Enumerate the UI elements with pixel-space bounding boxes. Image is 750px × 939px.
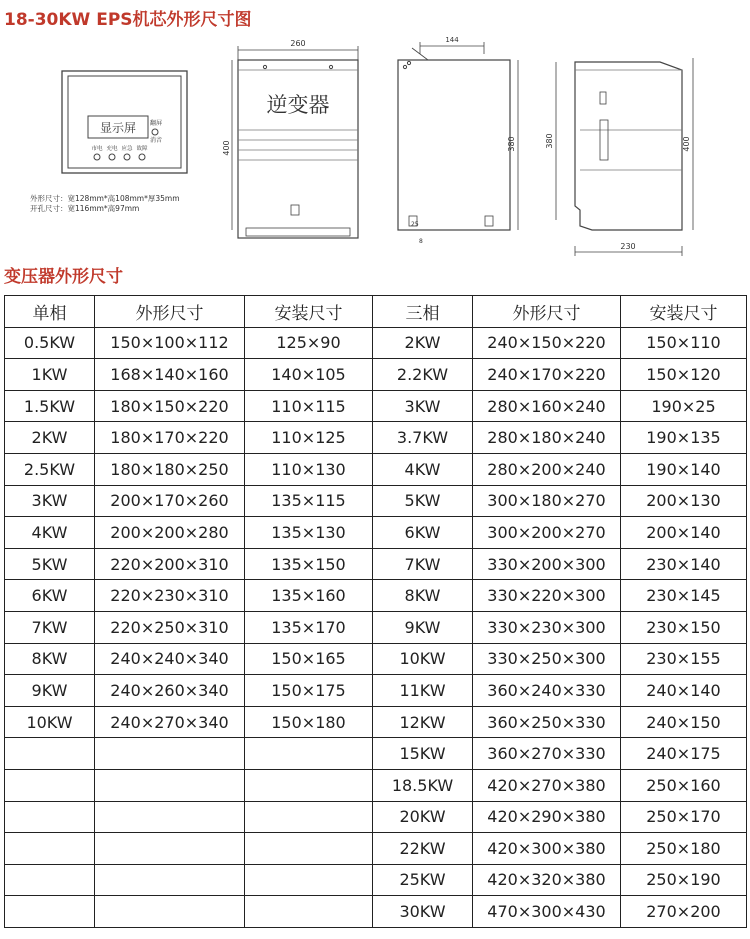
table-cell: 125×90 <box>245 327 373 359</box>
table-cell: 250×180 <box>621 833 747 865</box>
table-cell: 1.5KW <box>5 390 95 422</box>
table-cell: 200×140 <box>621 517 747 549</box>
inverter-label: 逆变器 <box>266 93 330 117</box>
side-width-label: 230 <box>620 242 636 251</box>
table-cell: 140×105 <box>245 359 373 391</box>
table-cell: 240×175 <box>621 738 747 770</box>
table-cell: 135×160 <box>245 580 373 612</box>
table-row <box>5 706 747 738</box>
table-cell <box>5 896 95 928</box>
table-cell: 135×170 <box>245 611 373 643</box>
table-cell: 3.7KW <box>373 422 473 454</box>
table-cell: 470×300×430 <box>473 896 621 928</box>
table-cell: 9KW <box>373 611 473 643</box>
table-cell: 200×170×260 <box>95 485 245 517</box>
table-cell: 230×150 <box>621 611 747 643</box>
table-cell: 168×140×160 <box>95 359 245 391</box>
table-cell: 110×125 <box>245 422 373 454</box>
side-view-drawing <box>545 58 693 256</box>
table-cell: 190×25 <box>621 390 747 422</box>
fault-label: 故障 <box>136 146 148 152</box>
table-cell <box>5 833 95 865</box>
table-cell: 135×150 <box>245 548 373 580</box>
table-cell <box>5 864 95 896</box>
table-cell: 11KW <box>373 675 473 707</box>
table-row <box>5 738 747 770</box>
table-row <box>5 833 747 865</box>
column-header: 外形尺寸 <box>473 296 621 328</box>
emergency-label: 应急 <box>121 146 133 152</box>
table-cell <box>5 769 95 801</box>
table-row <box>5 517 747 549</box>
table-cell: 9KW <box>5 675 95 707</box>
table-cell: 200×200×280 <box>95 517 245 549</box>
mute-label: 消音 <box>150 137 163 144</box>
table-cell: 360×270×330 <box>473 738 621 770</box>
front-height-label: 400 <box>222 140 231 156</box>
table-cell: 300×200×270 <box>473 517 621 549</box>
table-header-row <box>5 296 747 328</box>
table-cell <box>245 769 373 801</box>
table-cell: 18.5KW <box>373 769 473 801</box>
technical-drawings <box>0 30 750 262</box>
table-cell: 230×155 <box>621 643 747 675</box>
page-title: 18-30KW EPS机芯外形尺寸图 <box>4 10 252 30</box>
table-cell: 240×260×340 <box>95 675 245 707</box>
table-cell: 360×240×330 <box>473 675 621 707</box>
table-cell: 280×200×240 <box>473 453 621 485</box>
table-cell: 110×115 <box>245 390 373 422</box>
table-cell: 3KW <box>373 390 473 422</box>
table-row <box>5 327 747 359</box>
table-cell <box>245 896 373 928</box>
table-cell: 280×160×240 <box>473 390 621 422</box>
table-cell <box>95 864 245 896</box>
emergency-led-icon <box>124 154 130 160</box>
table-cell: 6KW <box>373 517 473 549</box>
table-cell: 4KW <box>5 517 95 549</box>
table-cell: 420×320×380 <box>473 864 621 896</box>
table-cell <box>245 801 373 833</box>
table-row <box>5 643 747 675</box>
panel-cutout-dimensions: 开孔尺寸：宽116mm*高97mm <box>30 204 140 213</box>
table-cell: 5KW <box>5 548 95 580</box>
table-cell: 420×300×380 <box>473 833 621 865</box>
mains-led-icon <box>94 154 100 160</box>
table-cell: 22KW <box>373 833 473 865</box>
table-cell: 110×130 <box>245 453 373 485</box>
table-cell <box>95 833 245 865</box>
table-cell: 330×220×300 <box>473 580 621 612</box>
table-cell <box>95 738 245 770</box>
table-cell: 150×175 <box>245 675 373 707</box>
table-cell: 6KW <box>5 580 95 612</box>
section-title: 变压器外形尺寸 <box>4 267 123 287</box>
table-row <box>5 548 747 580</box>
table-cell: 20KW <box>373 801 473 833</box>
table-cell <box>245 738 373 770</box>
table-cell: 180×170×220 <box>95 422 245 454</box>
table-cell: 330×250×300 <box>473 643 621 675</box>
charge-led-icon <box>109 154 115 160</box>
table-cell: 240×140 <box>621 675 747 707</box>
back-width-label: 144 <box>445 36 459 44</box>
back-small-dim-b: 8 <box>419 238 423 245</box>
side-inner-height-label: 380 <box>545 133 554 149</box>
page-flip-label: 翻屏 <box>150 120 163 127</box>
table-cell: 300×180×270 <box>473 485 621 517</box>
table-cell: 240×150×220 <box>473 327 621 359</box>
column-header: 安装尺寸 <box>245 296 373 328</box>
table-cell: 330×230×300 <box>473 611 621 643</box>
table-row <box>5 801 747 833</box>
table-row <box>5 864 747 896</box>
table-cell: 5KW <box>373 485 473 517</box>
table-cell: 420×270×380 <box>473 769 621 801</box>
table-cell: 7KW <box>5 611 95 643</box>
table-cell: 8KW <box>5 643 95 675</box>
column-header: 三相 <box>373 296 473 328</box>
table-row <box>5 390 747 422</box>
charge-label: 充电 <box>106 146 118 152</box>
table-cell: 150×165 <box>245 643 373 675</box>
table-cell: 150×100×112 <box>95 327 245 359</box>
side-height-label: 400 <box>682 136 691 152</box>
table-cell: 240×170×220 <box>473 359 621 391</box>
mains-label: 市电 <box>91 146 103 152</box>
table-cell: 1KW <box>5 359 95 391</box>
table-cell <box>5 738 95 770</box>
table-cell: 10KW <box>5 706 95 738</box>
table-cell: 30KW <box>373 896 473 928</box>
table-cell: 240×240×340 <box>95 643 245 675</box>
table-cell: 8KW <box>373 580 473 612</box>
column-header: 安装尺寸 <box>621 296 747 328</box>
fault-led-icon <box>139 154 145 160</box>
terminal-block <box>246 228 350 236</box>
table-cell: 2.5KW <box>5 453 95 485</box>
back-height-label: 380 <box>507 136 516 152</box>
table-row <box>5 453 747 485</box>
mute-button-icon <box>152 129 158 135</box>
table-row <box>5 896 747 928</box>
table-cell <box>95 769 245 801</box>
table-cell: 240×270×340 <box>95 706 245 738</box>
table-cell: 180×180×250 <box>95 453 245 485</box>
table-row <box>5 422 747 454</box>
table-cell: 190×135 <box>621 422 747 454</box>
back-small-dim-a: 25 <box>411 221 419 228</box>
table-cell: 10KW <box>373 643 473 675</box>
screen-label: 显示屏 <box>99 121 137 135</box>
table-cell: 250×160 <box>621 769 747 801</box>
table-cell: 4KW <box>373 453 473 485</box>
table-cell: 200×130 <box>621 485 747 517</box>
table-cell: 220×230×310 <box>95 580 245 612</box>
table-cell <box>95 896 245 928</box>
table-cell: 420×290×380 <box>473 801 621 833</box>
table-row <box>5 485 747 517</box>
column-header: 外形尺寸 <box>95 296 245 328</box>
table-cell: 12KW <box>373 706 473 738</box>
table-cell: 7KW <box>373 548 473 580</box>
table-row <box>5 675 747 707</box>
table-cell: 2KW <box>373 327 473 359</box>
table-cell: 280×180×240 <box>473 422 621 454</box>
table-cell <box>95 801 245 833</box>
table-cell: 230×140 <box>621 548 747 580</box>
table-cell: 150×120 <box>621 359 747 391</box>
table-row <box>5 580 747 612</box>
table-row <box>5 359 747 391</box>
back-view-drawing <box>398 36 518 245</box>
table-cell: 150×110 <box>621 327 747 359</box>
table-cell: 250×170 <box>621 801 747 833</box>
table-cell: 15KW <box>373 738 473 770</box>
table-cell: 330×200×300 <box>473 548 621 580</box>
table-cell: 2.2KW <box>373 359 473 391</box>
table-cell: 190×140 <box>621 453 747 485</box>
display-panel-drawing <box>30 71 187 213</box>
table-cell: 3KW <box>5 485 95 517</box>
table-cell: 220×200×310 <box>95 548 245 580</box>
table-cell: 135×130 <box>245 517 373 549</box>
table-cell: 180×150×220 <box>95 390 245 422</box>
table-cell: 25KW <box>373 864 473 896</box>
table-row <box>5 769 747 801</box>
table-cell <box>5 801 95 833</box>
table-cell: 250×190 <box>621 864 747 896</box>
table-cell: 150×180 <box>245 706 373 738</box>
table-cell: 135×115 <box>245 485 373 517</box>
table-row <box>5 611 747 643</box>
table-cell: 0.5KW <box>5 327 95 359</box>
table-cell: 230×145 <box>621 580 747 612</box>
transformer-dimension-table <box>4 295 747 928</box>
table-cell: 240×150 <box>621 706 747 738</box>
table-cell: 360×250×330 <box>473 706 621 738</box>
table-cell <box>245 864 373 896</box>
panel-outer-dimensions: 外形尺寸：宽128mm*高108mm*厚35mm <box>30 194 180 203</box>
front-view-drawing <box>222 39 358 238</box>
table-cell: 220×250×310 <box>95 611 245 643</box>
column-header: 单相 <box>5 296 95 328</box>
table-cell <box>245 833 373 865</box>
front-width-label: 260 <box>290 39 306 48</box>
table-cell: 270×200 <box>621 896 747 928</box>
side-connector <box>600 120 608 160</box>
table-cell: 2KW <box>5 422 95 454</box>
